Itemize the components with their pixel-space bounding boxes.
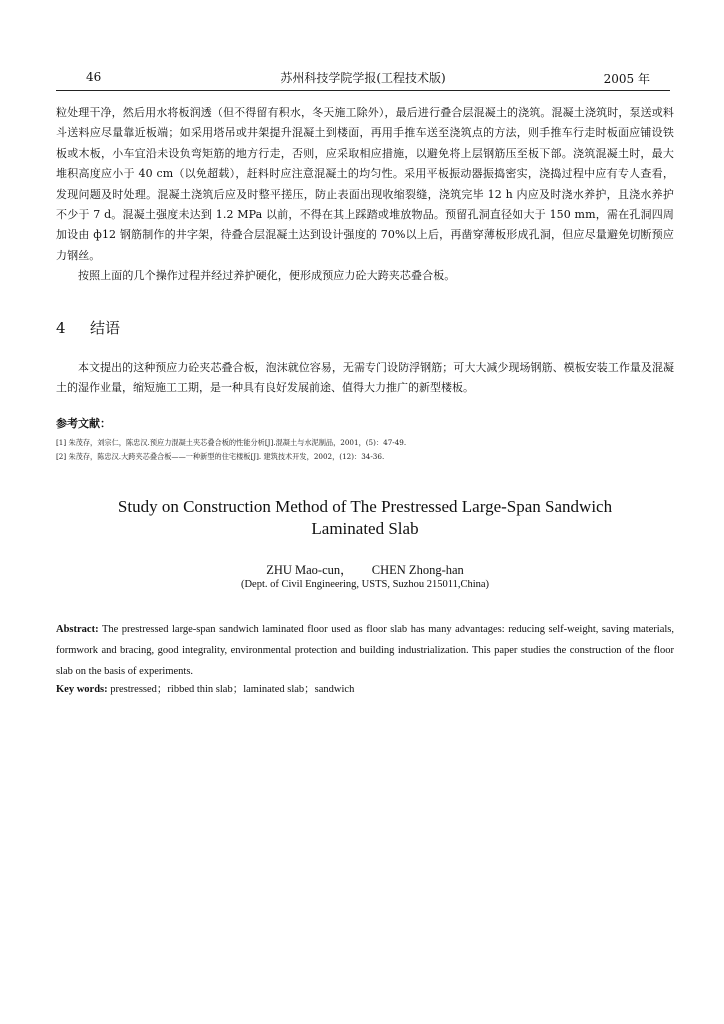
english-affiliation: (Dept. of Civil Engineering, USTS, Suzhou 215011,China) bbox=[240, 579, 490, 590]
running-header bbox=[56, 68, 670, 91]
keywords-label: Key words: bbox=[56, 684, 108, 695]
section-title: 结语 bbox=[90, 319, 121, 337]
construction-paragraph: 粒处理干净，然后用水将板润透（但不得留有积水，冬天施工除外），最后进行叠合层混凝土的浇筑。混凝土浇筑时，泵送或料斗送料应尽量靠近板端；如采用塔吊或井架提升混凝土到楼面，再用手推车送至浇筑点的方法，则手推车行走时板面应铺设铁板或木板，小车宜沿未设负弯矩筋的地方行走，否则，应采取相应措施，以避免将上层钢筋压至板下部。浇筑混凝土时，最大堆积高度应小于 40 cm（以免超载），赶料时应注意混凝土的均匀性。采用平板振动器振捣密实，浇捣过程中应有专人查看，发现问题及时处理。混凝土浇筑后应及时整平搓压，防止表面出现收缩裂缝，浇筑完毕 12 h 内应及时浇水养护，且浇水养护不少于 7 d。混凝土强度未达到 1.2 MPa 以前，不得在其上踩踏或堆放物品。预留孔洞直径如大于 150 mm，需在孔洞四周加设由 ф12 钢筋制作的井字架，待叠合层混凝土达到设计强度的 70%以上后，再凿穿薄板形成孔洞，但应尽量避免切断预应力钢丝。 bbox=[56, 106, 674, 262]
english-authors bbox=[56, 560, 674, 578]
page-number: 46 bbox=[86, 70, 102, 84]
abstract-label: Abstract: bbox=[56, 624, 99, 635]
section-heading bbox=[56, 317, 120, 338]
reference-item: [1] 朱茂存，刘宗仁，陈忠汉.预应力混凝土夹芯叠合板的性能分析[J].混凝土与水泥制品，2001，(5)：47-49. bbox=[56, 438, 407, 447]
summary-paragraph: 按照上面的几个操作过程并经过养护硬化，便形成预应力砼大跨夹芯叠合板。 bbox=[78, 269, 456, 283]
english-title-line1: Study on Construction Method of The Prestressed Large-Span Sandwich bbox=[117, 497, 613, 516]
journal-title: 苏州科技学院学报(工程技术版) bbox=[280, 71, 446, 85]
keywords-text: prestressed；ribbed thin slab；laminated slab；sandwich bbox=[110, 684, 355, 695]
author-name: ZHU Mao-cun， bbox=[266, 563, 353, 577]
construction-text bbox=[56, 103, 674, 287]
reference-item: [2] 朱茂存，陈忠汉.大跨夹芯叠合板——一种新型的住宅楼板[J]. 建筑技术开发，2002，(12)：34-36. bbox=[56, 452, 385, 461]
references-label: 参考文献： bbox=[56, 417, 111, 430]
section-number: 4 bbox=[56, 319, 66, 337]
conclusion-paragraph: 本文提出的这种预应力砼夹芯叠合板，泡沫就位容易，无需专门设防浮钢筋；可大大减少现场钢筋、模板安装工作量及混凝土的湿作业量，缩短施工工期，是一种具有良好发展前途、值得大力推广的新型楼板。 bbox=[56, 361, 674, 395]
conclusion-text bbox=[56, 358, 674, 399]
english-keywords bbox=[56, 681, 674, 696]
publication-year: 2005 年 bbox=[603, 72, 650, 86]
author-name: CHEN Zhong-han bbox=[371, 563, 464, 577]
english-abstract bbox=[56, 619, 674, 682]
abstract-text: The prestressed large-span sandwich laminated floor used as floor slab has many advantages: reducing self-weight, saving materials, formwork and bracing, good integrality, environmental protection and building industrialization. This paper studies the construction of the floor slab on the basis of experiments. bbox=[56, 624, 674, 677]
references-list bbox=[56, 436, 674, 464]
english-title-line2: Laminated Slab bbox=[311, 519, 419, 538]
english-title bbox=[56, 496, 674, 540]
